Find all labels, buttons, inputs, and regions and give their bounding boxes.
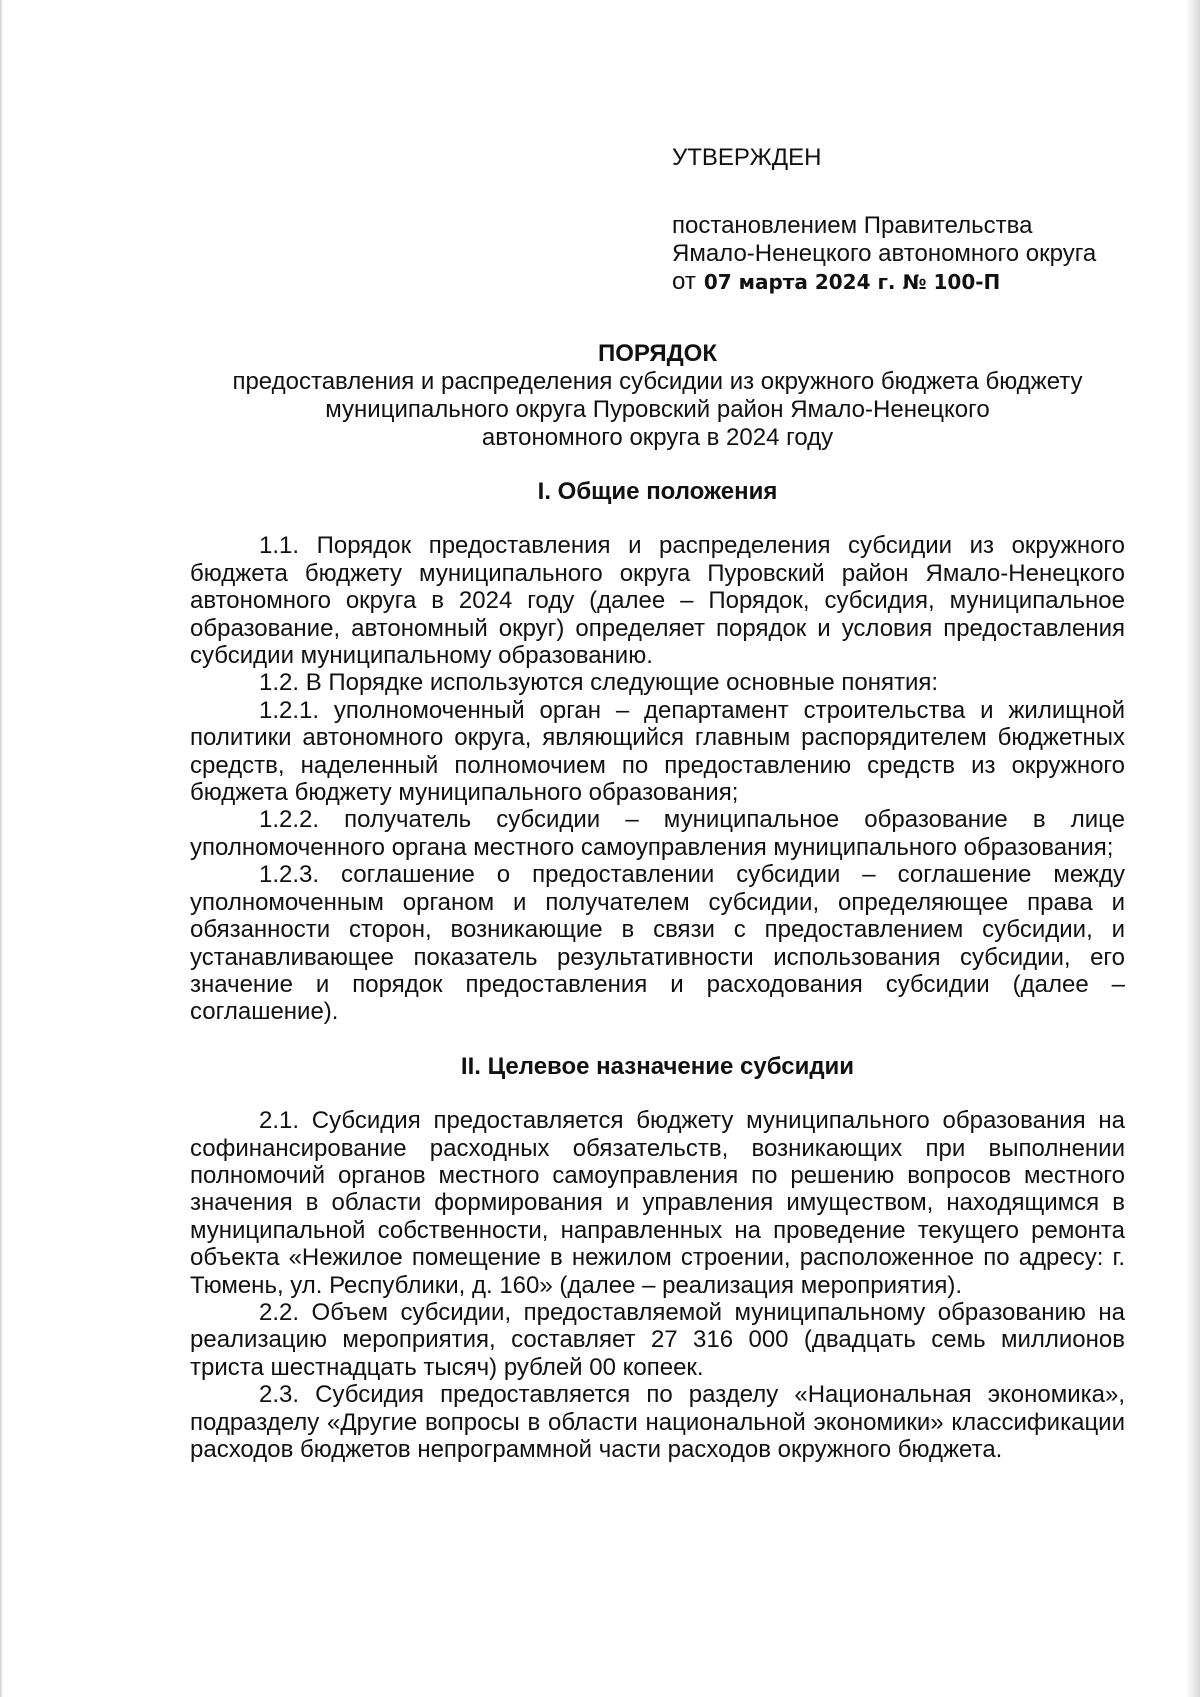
date-prefix: от (672, 268, 696, 295)
approval-block (672, 144, 1142, 296)
paragraph-1-1: 1.1. Порядок предоставления и распределения субсидии из окружного бюджета бюджету муниципального округа Пуровский район Ямало-Ненецкого автономного округа в 2024 году (далее – Порядок, субсидия, муниципальное образование, автономный округ) определяет порядок и условия предоставления субсидии муниципальному образованию. (190, 532, 1125, 670)
paragraph-2-3: 2.3. Субсидия предоставляется по разделу «Национальная экономика», подразделу «Другие вопросы в области национальной экономики» классификации расходов бюджетов непрограммной части расходов окружного бюджета. (190, 1381, 1125, 1463)
approval-line-2: Ямало-Ненецкого автономного округа (672, 240, 1097, 267)
paragraph-1-2: 1.2. В Порядке используются следующие основные понятия: (259, 669, 939, 697)
paragraph-1-2-2: 1.2.2. получатель субсидии – муниципальное образование в лице уполномоченного органа местного самоуправления муниципального образования; (190, 806, 1125, 861)
paragraph-2-1: 2.1. Субсидия предоставляется бюджету муниципального образования на софинансирование расходных обязательств, возникающих при выполнении полномочий органов местного самоуправления по решению вопросов местного значения в области формирования и управления имуществом, находящимся в муниципальной собственности, направленных на проведение текущего ремонта объекта «Нежилое помещение в нежилом строении, расположенное по адресу: г. Тюмень, ул. Республики, д. 160» (далее – реализация мероприятия). (190, 1107, 1125, 1299)
title-line-1: предоставления и распределения субсидии из окружного бюджета бюджету (232, 368, 1083, 395)
paragraph-2-2: 2.2. Объем субсидии, предоставляемой муниципальному образованию на реализацию мероприятия, составляет 27 316 000 (двадцать семь миллионов триста шестнадцать тысяч) рублей 00 копеек. (190, 1298, 1125, 1381)
approved-heading: УТВЕРЖДЕН (672, 144, 822, 171)
document-body (190, 478, 1125, 1463)
scan-edge-right (1186, 0, 1200, 1697)
section-heading-purpose: II. Целевое назначение субсидии (460, 1052, 855, 1080)
title-main: ПОРЯДОК (598, 340, 717, 367)
scan-edge-left (0, 0, 3, 1697)
document-title (190, 340, 1125, 452)
title-line-3: автономного округа в 2024 году (481, 424, 834, 451)
paragraph-1-2-3: 1.2.3. соглашение о предоставлении субсидии – соглашение между уполномоченным органом и получателем субсидии, определяющее права и обязанности сторон, возникающие в связи с предоставлением субсидии, и устанавливающее показатель результативности использования субсидии, его значение и порядок предоставления и расходования субсидии (далее – соглашение). (190, 861, 1125, 1026)
approval-line-1: постановлением Правительства (672, 212, 1033, 239)
decree-date-number: 07 марта 2024 г. № 100-П (703, 270, 1001, 294)
title-line-2: муниципального округа Пуровский район Ямало-Ненецкого (325, 396, 990, 423)
paragraph-1-2-1: 1.2.1. уполномоченный орган – департамент строительства и жилищной политики автономного округа, являющийся главным распорядителем бюджетных средств, наделенный полномочием по предоставлению средств из окружного бюджета бюджету муниципального образования; (190, 696, 1125, 807)
approval-date-line (672, 268, 1142, 296)
section-heading-general: I. Общие положения (537, 478, 778, 505)
